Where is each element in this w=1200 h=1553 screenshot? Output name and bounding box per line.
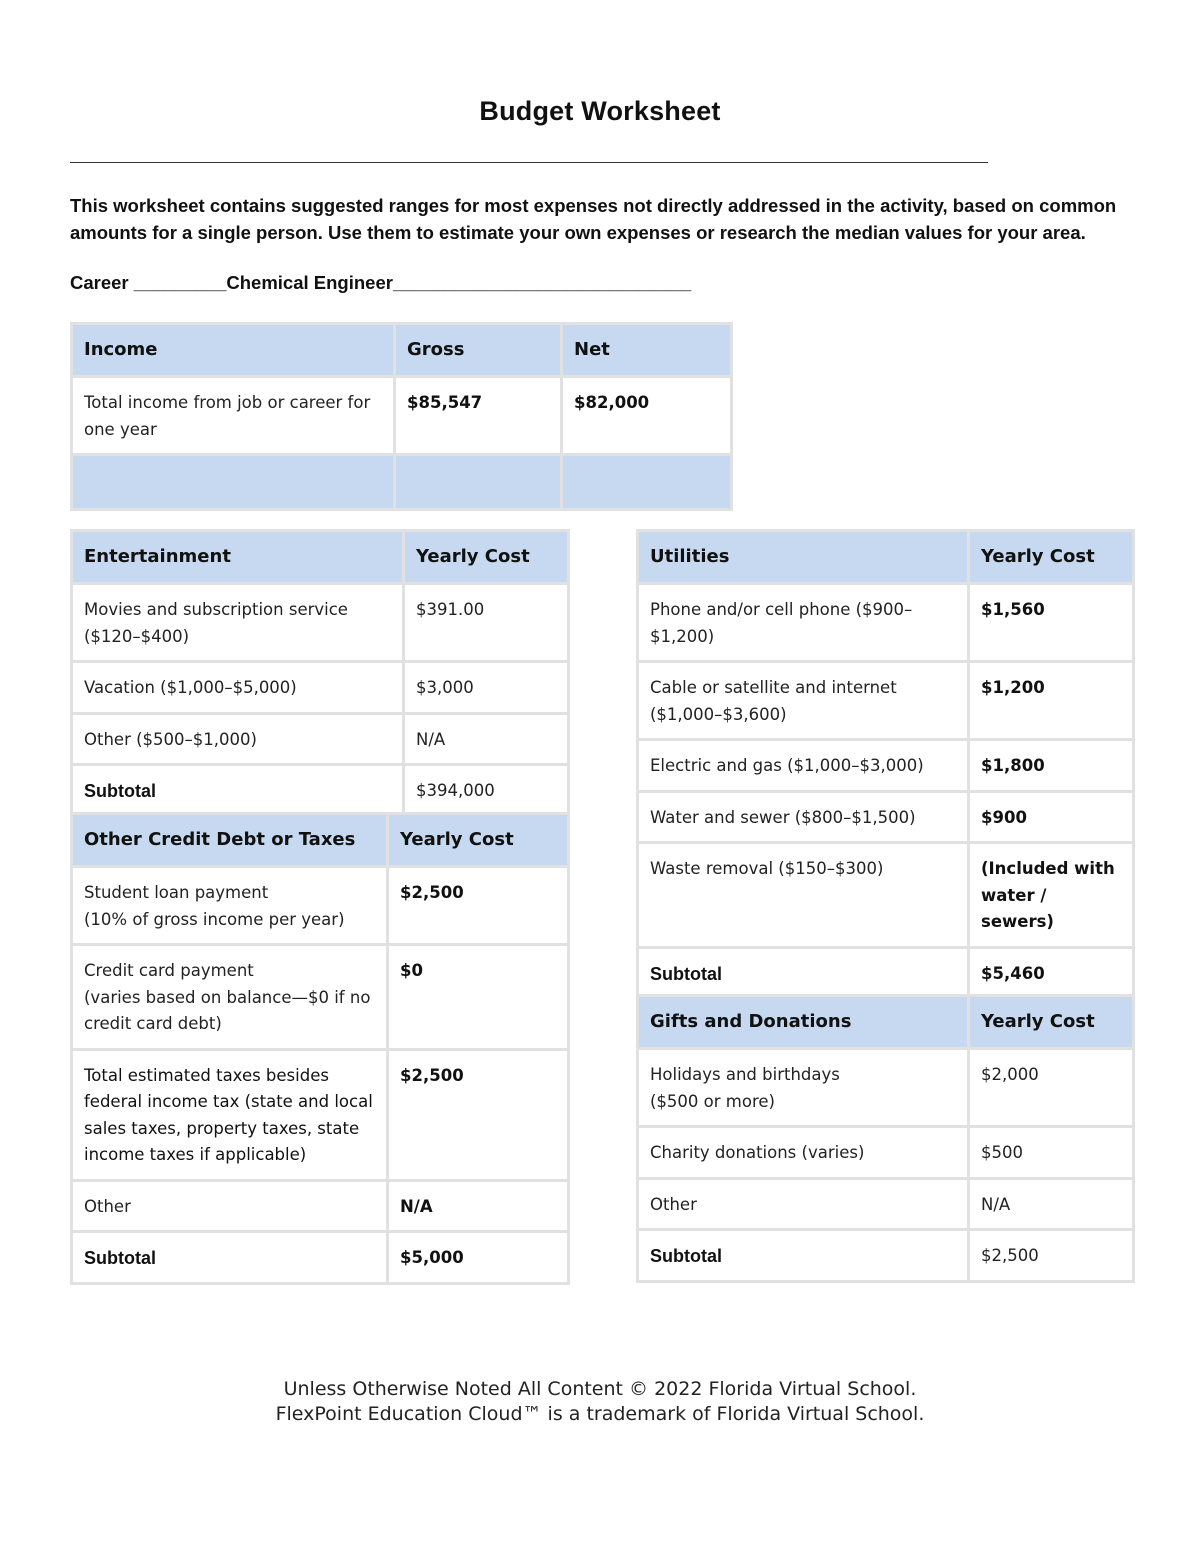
utilities-table (636, 529, 1135, 1000)
row-label: Total estimated taxes besides federal income tax (state and local sales taxes, property taxes, state income taxes if applicable) (72, 1049, 388, 1180)
subtotal-value[interactable]: $2,500 (969, 1230, 1134, 1282)
row-label (72, 945, 388, 1050)
row-label-line: Holidays and birthdays (650, 1065, 840, 1084)
income-label: Total income from job or career for one year (72, 377, 395, 455)
yearly-cost-header: Yearly Cost (404, 531, 569, 584)
table-row (638, 1127, 1134, 1179)
row-label: Waste removal ($150–$300) (638, 843, 969, 948)
row-cost[interactable]: N/A (404, 713, 569, 765)
row-label-note: ($500 or more) (650, 1091, 775, 1111)
table-row (72, 1049, 569, 1180)
entertainment-header: Entertainment (72, 531, 404, 584)
table-row (638, 584, 1134, 662)
row-cost[interactable]: $0 (388, 945, 569, 1050)
entertainment-header-row (72, 531, 569, 584)
subtotal-label: Subtotal (72, 765, 404, 817)
table-row (72, 584, 569, 662)
row-cost[interactable]: (Included with water / sewers) (969, 843, 1134, 948)
row-label: Other (638, 1178, 969, 1230)
empty-cell[interactable] (562, 455, 732, 510)
row-label: Water and sewer ($800–$1,500) (638, 791, 969, 843)
row-label: Other (72, 1180, 388, 1232)
income-row (72, 377, 732, 455)
row-label-line: Student loan payment (84, 883, 269, 902)
row-cost[interactable]: $2,500 (388, 1049, 569, 1180)
row-label: Movies and subscription service ($120–$400) (72, 584, 404, 662)
table-row (72, 662, 569, 714)
other-debt-header-row (72, 814, 569, 867)
income-empty-row (72, 455, 732, 510)
subtotal-value[interactable]: $394,000 (404, 765, 569, 817)
row-cost[interactable]: $391.00 (404, 584, 569, 662)
row-label-line: Credit card payment (84, 961, 254, 980)
footer-line: Unless Otherwise Noted All Content © 2022 Florida Virtual School. (283, 1378, 917, 1400)
row-label: Phone and/or cell phone ($900–$1,200) (638, 584, 969, 662)
empty-cell[interactable] (72, 455, 395, 510)
row-cost[interactable]: $3,000 (404, 662, 569, 714)
subtotal-value[interactable]: $5,460 (969, 947, 1134, 999)
gifts-table (636, 994, 1135, 1283)
career-value[interactable]: Chemical Engineer (226, 272, 393, 293)
other-debt-header: Other Credit Debt or Taxes (72, 814, 388, 867)
row-cost[interactable]: N/A (969, 1178, 1134, 1230)
utilities-header: Utilities (638, 531, 969, 584)
gifts-header: Gifts and Donations (638, 996, 969, 1049)
subtotal-value[interactable]: $5,000 (388, 1232, 569, 1284)
subtotal-label: Subtotal (72, 1232, 388, 1284)
income-table (70, 322, 733, 511)
row-label: Charity donations (varies) (638, 1127, 969, 1179)
entertainment-table (70, 529, 570, 818)
table-row (72, 867, 569, 945)
career-blank-after: _____________________________ (392, 272, 692, 293)
row-cost[interactable]: $1,560 (969, 584, 1134, 662)
row-cost[interactable]: $500 (969, 1127, 1134, 1179)
row-cost[interactable]: $2,500 (388, 867, 569, 945)
table-row (638, 791, 1134, 843)
table-row (72, 1180, 569, 1232)
net-income-value[interactable]: $82,000 (562, 377, 732, 455)
career-blank-before: _________ (133, 272, 227, 293)
copyright-footer (0, 1377, 1200, 1427)
subtotal-label: Subtotal (638, 947, 969, 999)
career-label: Career (70, 272, 129, 293)
intro-paragraph: This worksheet contains suggested ranges for most expenses not directly addressed in the activity, based on common amounts for a single person. Use them to estimate your own expenses or research the median values for your area. (70, 195, 1117, 243)
income-header-row (72, 324, 732, 377)
table-row (638, 740, 1134, 792)
yearly-cost-header: Yearly Cost (388, 814, 569, 867)
row-label: Other ($500–$1,000) (72, 713, 404, 765)
table-row (638, 662, 1134, 740)
table-row (72, 713, 569, 765)
subtotal-row (638, 1230, 1134, 1282)
table-row (72, 945, 569, 1050)
other-debt-table (70, 812, 570, 1285)
yearly-cost-header: Yearly Cost (969, 531, 1134, 584)
row-label-note: (10% of gross income per year) (84, 909, 345, 929)
table-row (638, 843, 1134, 948)
subtotal-row (72, 1232, 569, 1284)
table-row (638, 1049, 1134, 1127)
row-label (72, 867, 388, 945)
career-line (70, 272, 691, 294)
row-label (638, 1049, 969, 1127)
row-label: Vacation ($1,000–$5,000) (72, 662, 404, 714)
row-label: Electric and gas ($1,000–$3,000) (638, 740, 969, 792)
row-cost[interactable]: $900 (969, 791, 1134, 843)
row-cost[interactable]: N/A (388, 1180, 569, 1232)
subtotal-row (638, 947, 1134, 999)
row-label: Cable or satellite and internet ($1,000–$3,600) (638, 662, 969, 740)
gross-income-value[interactable]: $85,547 (395, 377, 562, 455)
subtotal-row (72, 765, 569, 817)
income-header: Income (72, 324, 395, 377)
page-title: Budget Worksheet (479, 96, 721, 126)
empty-cell[interactable] (395, 455, 562, 510)
subtotal-label: Subtotal (638, 1230, 969, 1282)
gross-header: Gross (395, 324, 562, 377)
row-cost[interactable]: $2,000 (969, 1049, 1134, 1127)
row-cost[interactable]: $1,800 (969, 740, 1134, 792)
table-row (638, 1178, 1134, 1230)
row-cost[interactable]: $1,200 (969, 662, 1134, 740)
yearly-cost-header: Yearly Cost (969, 996, 1134, 1049)
title-rule (70, 162, 988, 163)
gifts-header-row (638, 996, 1134, 1049)
footer-line: FlexPoint Education Cloud™ is a trademark of Florida Virtual School. (275, 1403, 925, 1425)
utilities-header-row (638, 531, 1134, 584)
net-header: Net (562, 324, 732, 377)
row-label-note: (varies based on balance—$0 if no credit card debt) (84, 987, 371, 1033)
